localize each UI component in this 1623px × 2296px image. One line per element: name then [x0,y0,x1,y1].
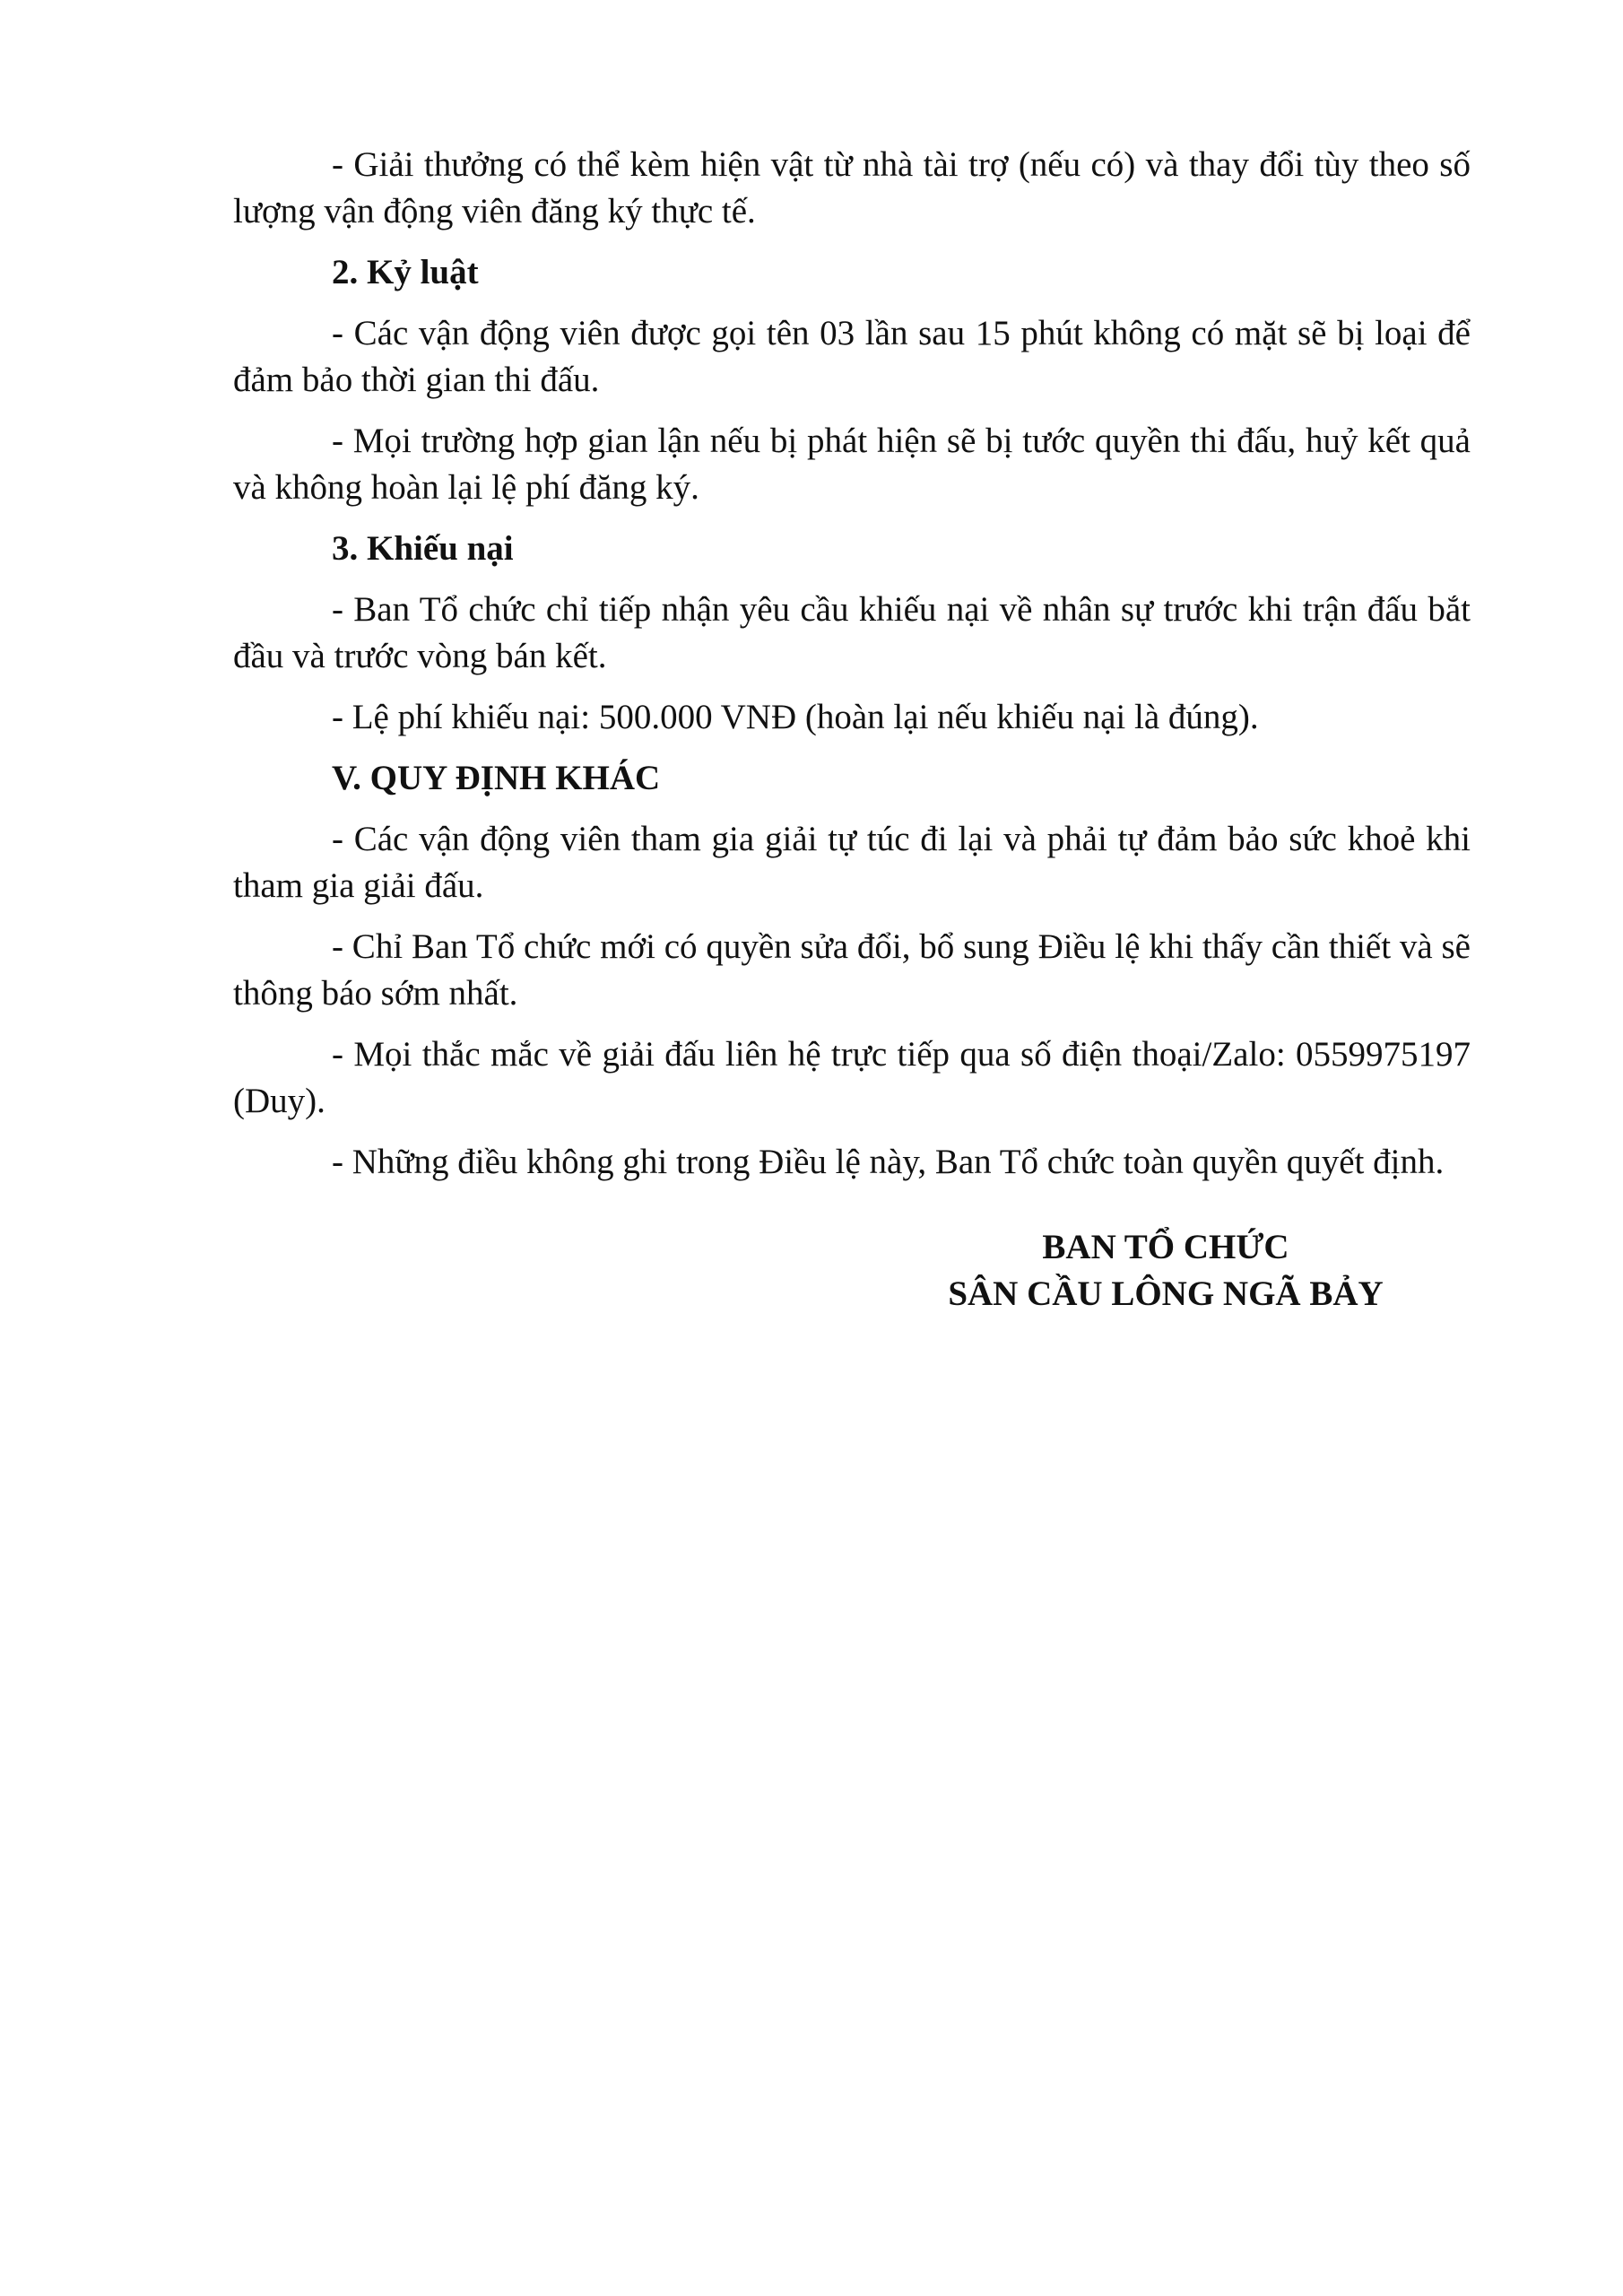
paragraph-prize-note: - Giải thưởng có thể kèm hiện vật từ nhà tài trợ (nếu có) và thay đổi tùy theo số lượng vận động viên đăng ký thực tế. [233,145,1471,230]
paragraph-roll-call: - Các vận động viên được gọi tên 03 lần sau 15 phút không có mặt sẽ bị loại để đảm bảo thời gian thi đấu. [233,314,1471,399]
paragraph-cheating: - Mọi trường hợp gian lận nếu bị phát hiện sẽ bị tước quyền thi đấu, huỷ kết quả và không hoàn lại lệ phí đăng ký. [233,422,1471,507]
paragraph-final-authority: - Những điều không ghi trong Điều lệ này, Ban Tổ chức toàn quyền quyết định. [332,1143,1445,1181]
paragraph-amendments: - Chỉ Ban Tổ chức mới có quyền sửa đổi, bổ sung Điều lệ khi thấy cần thiết và sẽ thông báo sớm nhất. [233,927,1471,1013]
document-body [233,142,1471,1200]
heading-discipline: 2. Kỷ luật [332,253,479,291]
signature-venue: SÂN CẦU LÔNG NGÃ BẢY [948,1274,1384,1313]
paragraph-contact: - Mọi thắc mắc về giải đấu liên hệ trực tiếp qua số điện thoại/Zalo: 0559975197 (Duy). [233,1035,1471,1120]
heading-other-regulations: V. QUY ĐỊNH KHÁC [332,759,661,797]
paragraph-self-transport: - Các vận động viên tham gia giải tự túc đi lại và phải tự đảm bảo sức khoẻ khi tham gia giải đấu. [233,820,1471,905]
signature-organizer: BAN TỔ CHỨC [1042,1228,1289,1266]
signature-block [834,1224,1497,1318]
heading-complaints: 3. Khiếu nại [332,529,514,568]
paragraph-complaint-acceptance: - Ban Tổ chức chỉ tiếp nhận yêu cầu khiếu nại về nhân sự trước khi trận đấu bắt đầu và trước vòng bán kết. [233,590,1471,675]
paragraph-complaint-fee: - Lệ phí khiếu nại: 500.000 VNĐ (hoàn lại nếu khiếu nại là đúng). [332,698,1259,736]
